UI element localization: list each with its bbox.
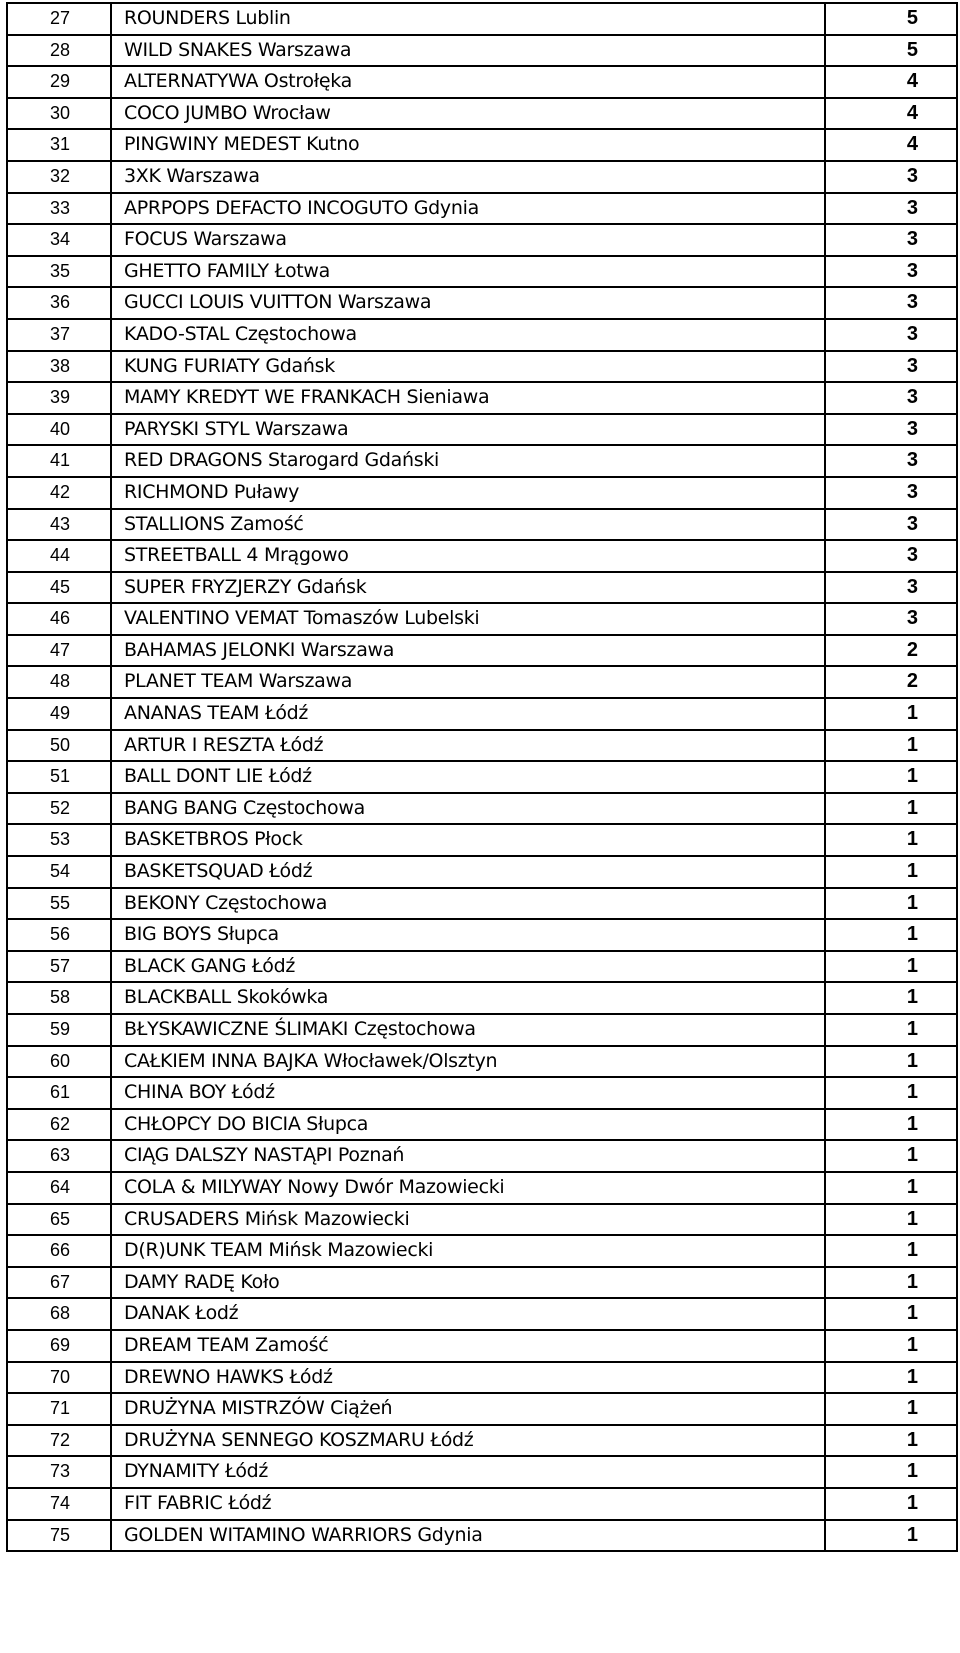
rank-cell: 47 xyxy=(7,635,111,667)
rank-cell: 38 xyxy=(7,351,111,383)
team-name-cell: DYNAMITY Łódź xyxy=(111,1456,825,1488)
rank-cell: 62 xyxy=(7,1109,111,1141)
table-row xyxy=(7,1425,957,1457)
score-cell: 1 xyxy=(825,1235,957,1267)
table-row xyxy=(7,129,957,161)
rank-cell: 40 xyxy=(7,414,111,446)
team-name-cell: DREWNO HAWKS Łódź xyxy=(111,1362,825,1394)
rank-cell: 59 xyxy=(7,1014,111,1046)
ranking-sheet xyxy=(6,2,956,1552)
rank-cell: 65 xyxy=(7,1204,111,1236)
rank-cell: 68 xyxy=(7,1298,111,1330)
score-cell: 3 xyxy=(825,414,957,446)
table-row xyxy=(7,698,957,730)
rank-cell: 56 xyxy=(7,919,111,951)
rank-cell: 37 xyxy=(7,319,111,351)
rank-cell: 44 xyxy=(7,540,111,572)
table-row xyxy=(7,1362,957,1394)
team-name-cell: BASKETBROS Płock xyxy=(111,824,825,856)
rank-cell: 41 xyxy=(7,445,111,477)
team-name-cell: KADO-STAL Częstochowa xyxy=(111,319,825,351)
table-row xyxy=(7,1488,957,1520)
team-name-cell: CHŁOPCY DO BICIA Słupca xyxy=(111,1109,825,1141)
table-row xyxy=(7,351,957,383)
team-name-cell: GHETTO FAMILY Łotwa xyxy=(111,256,825,288)
table-row xyxy=(7,888,957,920)
rank-cell: 58 xyxy=(7,982,111,1014)
table-row xyxy=(7,66,957,98)
team-name-cell: CRUSADERS Mińsk Mazowiecki xyxy=(111,1204,825,1236)
team-name-cell: BLACK GANG Łódź xyxy=(111,951,825,983)
score-cell: 1 xyxy=(825,1425,957,1457)
table-row xyxy=(7,1520,957,1552)
rank-cell: 63 xyxy=(7,1140,111,1172)
table-row xyxy=(7,635,957,667)
team-name-cell: BASKETSQUAD Łódź xyxy=(111,856,825,888)
table-row xyxy=(7,287,957,319)
team-name-cell: BEKONY Częstochowa xyxy=(111,888,825,920)
score-cell: 1 xyxy=(825,951,957,983)
score-cell: 3 xyxy=(825,603,957,635)
score-cell: 1 xyxy=(825,919,957,951)
table-row xyxy=(7,193,957,225)
score-cell: 1 xyxy=(825,1140,957,1172)
score-cell: 3 xyxy=(825,509,957,541)
rank-cell: 49 xyxy=(7,698,111,730)
table-row xyxy=(7,1330,957,1362)
team-name-cell: CIĄG DALSZY NASTĄPI Poznań xyxy=(111,1140,825,1172)
rank-cell: 48 xyxy=(7,666,111,698)
table-row xyxy=(7,951,957,983)
rank-cell: 29 xyxy=(7,66,111,98)
table-row xyxy=(7,3,957,35)
table-row xyxy=(7,1014,957,1046)
score-cell: 3 xyxy=(825,161,957,193)
table-row xyxy=(7,793,957,825)
score-cell: 3 xyxy=(825,572,957,604)
rank-cell: 46 xyxy=(7,603,111,635)
score-cell: 1 xyxy=(825,1014,957,1046)
rank-cell: 28 xyxy=(7,35,111,67)
score-cell: 1 xyxy=(825,888,957,920)
score-cell: 1 xyxy=(825,1488,957,1520)
rank-cell: 27 xyxy=(7,3,111,35)
rank-cell: 42 xyxy=(7,477,111,509)
table-row xyxy=(7,1298,957,1330)
score-cell: 2 xyxy=(825,666,957,698)
table-row xyxy=(7,540,957,572)
team-name-cell: PLANET TEAM Warszawa xyxy=(111,666,825,698)
table-row xyxy=(7,603,957,635)
score-cell: 1 xyxy=(825,1267,957,1299)
score-cell: 3 xyxy=(825,319,957,351)
table-row xyxy=(7,477,957,509)
team-name-cell: PINGWINY MEDEST Kutno xyxy=(111,129,825,161)
rank-cell: 51 xyxy=(7,761,111,793)
rank-cell: 57 xyxy=(7,951,111,983)
score-cell: 3 xyxy=(825,351,957,383)
team-name-cell: CAŁKIEM INNA BAJKA Włocławek/Olsztyn xyxy=(111,1046,825,1078)
team-name-cell: DREAM TEAM Zamość xyxy=(111,1330,825,1362)
team-name-cell: BIG BOYS Słupca xyxy=(111,919,825,951)
team-name-cell: 3XK Warszawa xyxy=(111,161,825,193)
score-cell: 3 xyxy=(825,193,957,225)
table-row xyxy=(7,666,957,698)
rank-cell: 33 xyxy=(7,193,111,225)
score-cell: 3 xyxy=(825,256,957,288)
rank-cell: 31 xyxy=(7,129,111,161)
table-row xyxy=(7,730,957,762)
table-row xyxy=(7,256,957,288)
rank-cell: 43 xyxy=(7,509,111,541)
rank-cell: 64 xyxy=(7,1172,111,1204)
team-name-cell: BANG BANG Częstochowa xyxy=(111,793,825,825)
team-name-cell: COCO JUMBO Wrocław xyxy=(111,98,825,130)
score-cell: 3 xyxy=(825,382,957,414)
table-row xyxy=(7,319,957,351)
score-cell: 1 xyxy=(825,1330,957,1362)
rank-cell: 72 xyxy=(7,1425,111,1457)
table-row xyxy=(7,35,957,67)
rank-cell: 32 xyxy=(7,161,111,193)
rank-cell: 54 xyxy=(7,856,111,888)
team-name-cell: STREETBALL 4 Mrągowo xyxy=(111,540,825,572)
team-name-cell: BŁYSKAWICZNE ŚLIMAKI Częstochowa xyxy=(111,1014,825,1046)
rank-cell: 35 xyxy=(7,256,111,288)
rank-cell: 53 xyxy=(7,824,111,856)
ranking-table-body xyxy=(7,3,957,1551)
score-cell: 1 xyxy=(825,1456,957,1488)
score-cell: 3 xyxy=(825,224,957,256)
score-cell: 1 xyxy=(825,1204,957,1236)
table-row xyxy=(7,1393,957,1425)
score-cell: 1 xyxy=(825,856,957,888)
table-row xyxy=(7,1172,957,1204)
rank-cell: 69 xyxy=(7,1330,111,1362)
score-cell: 4 xyxy=(825,129,957,161)
table-row xyxy=(7,1109,957,1141)
table-row xyxy=(7,445,957,477)
team-name-cell: FOCUS Warszawa xyxy=(111,224,825,256)
score-cell: 1 xyxy=(825,1046,957,1078)
table-row xyxy=(7,1046,957,1078)
score-cell: 5 xyxy=(825,3,957,35)
table-row xyxy=(7,224,957,256)
team-name-cell: APRPOPS DEFACTO INCOGUTO Gdynia xyxy=(111,193,825,225)
table-row xyxy=(7,382,957,414)
table-row xyxy=(7,761,957,793)
score-cell: 1 xyxy=(825,1298,957,1330)
rank-cell: 60 xyxy=(7,1046,111,1078)
team-name-cell: D(R)UNK TEAM Mińsk Mazowiecki xyxy=(111,1235,825,1267)
table-row xyxy=(7,982,957,1014)
rank-cell: 70 xyxy=(7,1362,111,1394)
rank-cell: 39 xyxy=(7,382,111,414)
ranking-table xyxy=(6,2,958,1552)
team-name-cell: GOLDEN WITAMINO WARRIORS Gdynia xyxy=(111,1520,825,1552)
rank-cell: 55 xyxy=(7,888,111,920)
rank-cell: 61 xyxy=(7,1077,111,1109)
team-name-cell: GUCCI LOUIS VUITTON Warszawa xyxy=(111,287,825,319)
score-cell: 3 xyxy=(825,540,957,572)
score-cell: 1 xyxy=(825,1393,957,1425)
rank-cell: 45 xyxy=(7,572,111,604)
team-name-cell: DAMY RADĘ Koło xyxy=(111,1267,825,1299)
team-name-cell: DANAK Łodź xyxy=(111,1298,825,1330)
team-name-cell: ARTUR I RESZTA Łódź xyxy=(111,730,825,762)
table-row xyxy=(7,1204,957,1236)
rank-cell: 66 xyxy=(7,1235,111,1267)
score-cell: 1 xyxy=(825,824,957,856)
table-row xyxy=(7,919,957,951)
table-row xyxy=(7,1235,957,1267)
team-name-cell: STALLIONS Zamość xyxy=(111,509,825,541)
team-name-cell: RICHMOND Puławy xyxy=(111,477,825,509)
team-name-cell: BALL DONT LIE Łódź xyxy=(111,761,825,793)
rank-cell: 75 xyxy=(7,1520,111,1552)
team-name-cell: DRUŻYNA SENNEGO KOSZMARU Łódź xyxy=(111,1425,825,1457)
score-cell: 1 xyxy=(825,982,957,1014)
team-name-cell: PARYSKI STYL Warszawa xyxy=(111,414,825,446)
score-cell: 1 xyxy=(825,698,957,730)
team-name-cell: ALTERNATYWA Ostrołęka xyxy=(111,66,825,98)
team-name-cell: KUNG FURIATY Gdańsk xyxy=(111,351,825,383)
table-row xyxy=(7,856,957,888)
score-cell: 3 xyxy=(825,477,957,509)
score-cell: 1 xyxy=(825,1520,957,1552)
team-name-cell: WILD SNAKES Warszawa xyxy=(111,35,825,67)
team-name-cell: BAHAMAS JELONKI Warszawa xyxy=(111,635,825,667)
team-name-cell: COLA & MILYWAY Nowy Dwór Mazowiecki xyxy=(111,1172,825,1204)
table-row xyxy=(7,98,957,130)
rank-cell: 50 xyxy=(7,730,111,762)
table-row xyxy=(7,1267,957,1299)
rank-cell: 67 xyxy=(7,1267,111,1299)
table-row xyxy=(7,1140,957,1172)
score-cell: 2 xyxy=(825,635,957,667)
team-name-cell: ANANAS TEAM Łódź xyxy=(111,698,825,730)
rank-cell: 36 xyxy=(7,287,111,319)
team-name-cell: ROUNDERS Lublin xyxy=(111,3,825,35)
score-cell: 5 xyxy=(825,35,957,67)
team-name-cell: BLACKBALL Skokówka xyxy=(111,982,825,1014)
team-name-cell: MAMY KREDYT WE FRANKACH Sieniawa xyxy=(111,382,825,414)
table-row xyxy=(7,509,957,541)
rank-cell: 71 xyxy=(7,1393,111,1425)
score-cell: 4 xyxy=(825,66,957,98)
team-name-cell: VALENTINO VEMAT Tomaszów Lubelski xyxy=(111,603,825,635)
score-cell: 3 xyxy=(825,287,957,319)
table-row xyxy=(7,572,957,604)
score-cell: 1 xyxy=(825,1362,957,1394)
team-name-cell: CHINA BOY Łódź xyxy=(111,1077,825,1109)
table-row xyxy=(7,1456,957,1488)
table-row xyxy=(7,1077,957,1109)
rank-cell: 74 xyxy=(7,1488,111,1520)
rank-cell: 34 xyxy=(7,224,111,256)
table-row xyxy=(7,161,957,193)
team-name-cell: FIT FABRIC Łódź xyxy=(111,1488,825,1520)
rank-cell: 52 xyxy=(7,793,111,825)
score-cell: 1 xyxy=(825,793,957,825)
team-name-cell: DRUŻYNA MISTRZÓW Ciążeń xyxy=(111,1393,825,1425)
score-cell: 1 xyxy=(825,1109,957,1141)
score-cell: 1 xyxy=(825,1172,957,1204)
team-name-cell: SUPER FRYZJERZY Gdańsk xyxy=(111,572,825,604)
rank-cell: 73 xyxy=(7,1456,111,1488)
table-row xyxy=(7,824,957,856)
score-cell: 3 xyxy=(825,445,957,477)
rank-cell: 30 xyxy=(7,98,111,130)
score-cell: 1 xyxy=(825,761,957,793)
score-cell: 1 xyxy=(825,1077,957,1109)
table-row xyxy=(7,414,957,446)
score-cell: 4 xyxy=(825,98,957,130)
score-cell: 1 xyxy=(825,730,957,762)
team-name-cell: RED DRAGONS Starogard Gdański xyxy=(111,445,825,477)
